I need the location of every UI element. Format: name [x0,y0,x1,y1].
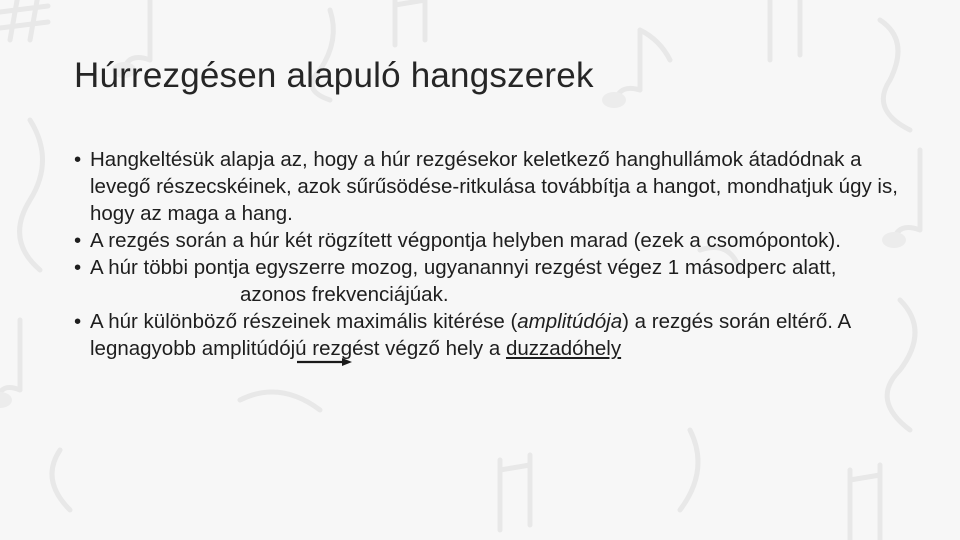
bullet-text: azonos frekvenciájúak. [240,283,449,306]
bullet-item [74,308,924,362]
bullet-text: A húr többi pontja egyszerre mozog, ugyanannyi rezgést végez 1 másodperc alatt, [90,256,837,279]
amplitude-term: amplitúdója [517,310,623,333]
bullet-text: A rezgés során a húr két rögzített végpontja helyben marad (ezek a csomópontok). [90,229,841,252]
antinode-term[interactable]: duzzadóhely [505,337,622,360]
right-arrow-icon [296,357,352,367]
bullet-text: Hangkeltésük alapja az, hogy a húr rezgésekor keletkező hanghullámok átadódnak a levegő részecskéinek, azok sűrűsödése-ritkulása továbbítja a hangot, mondhatjuk úgy is, hogy az maga a hang. [90,148,898,225]
bullet-item [74,227,924,254]
bullet-item [74,146,924,227]
slide-title: Húrrezgésen alapuló hangszerek [74,56,594,95]
bullet-list [74,146,924,362]
bullet-text: A húr különböző részeinek maximális kitérése ( [90,310,518,333]
bullet-item [74,254,924,308]
bullet-text: ) a rezgés során eltérő. A legnagyobb amplitúdójú rezgést végző hely a [90,310,851,360]
